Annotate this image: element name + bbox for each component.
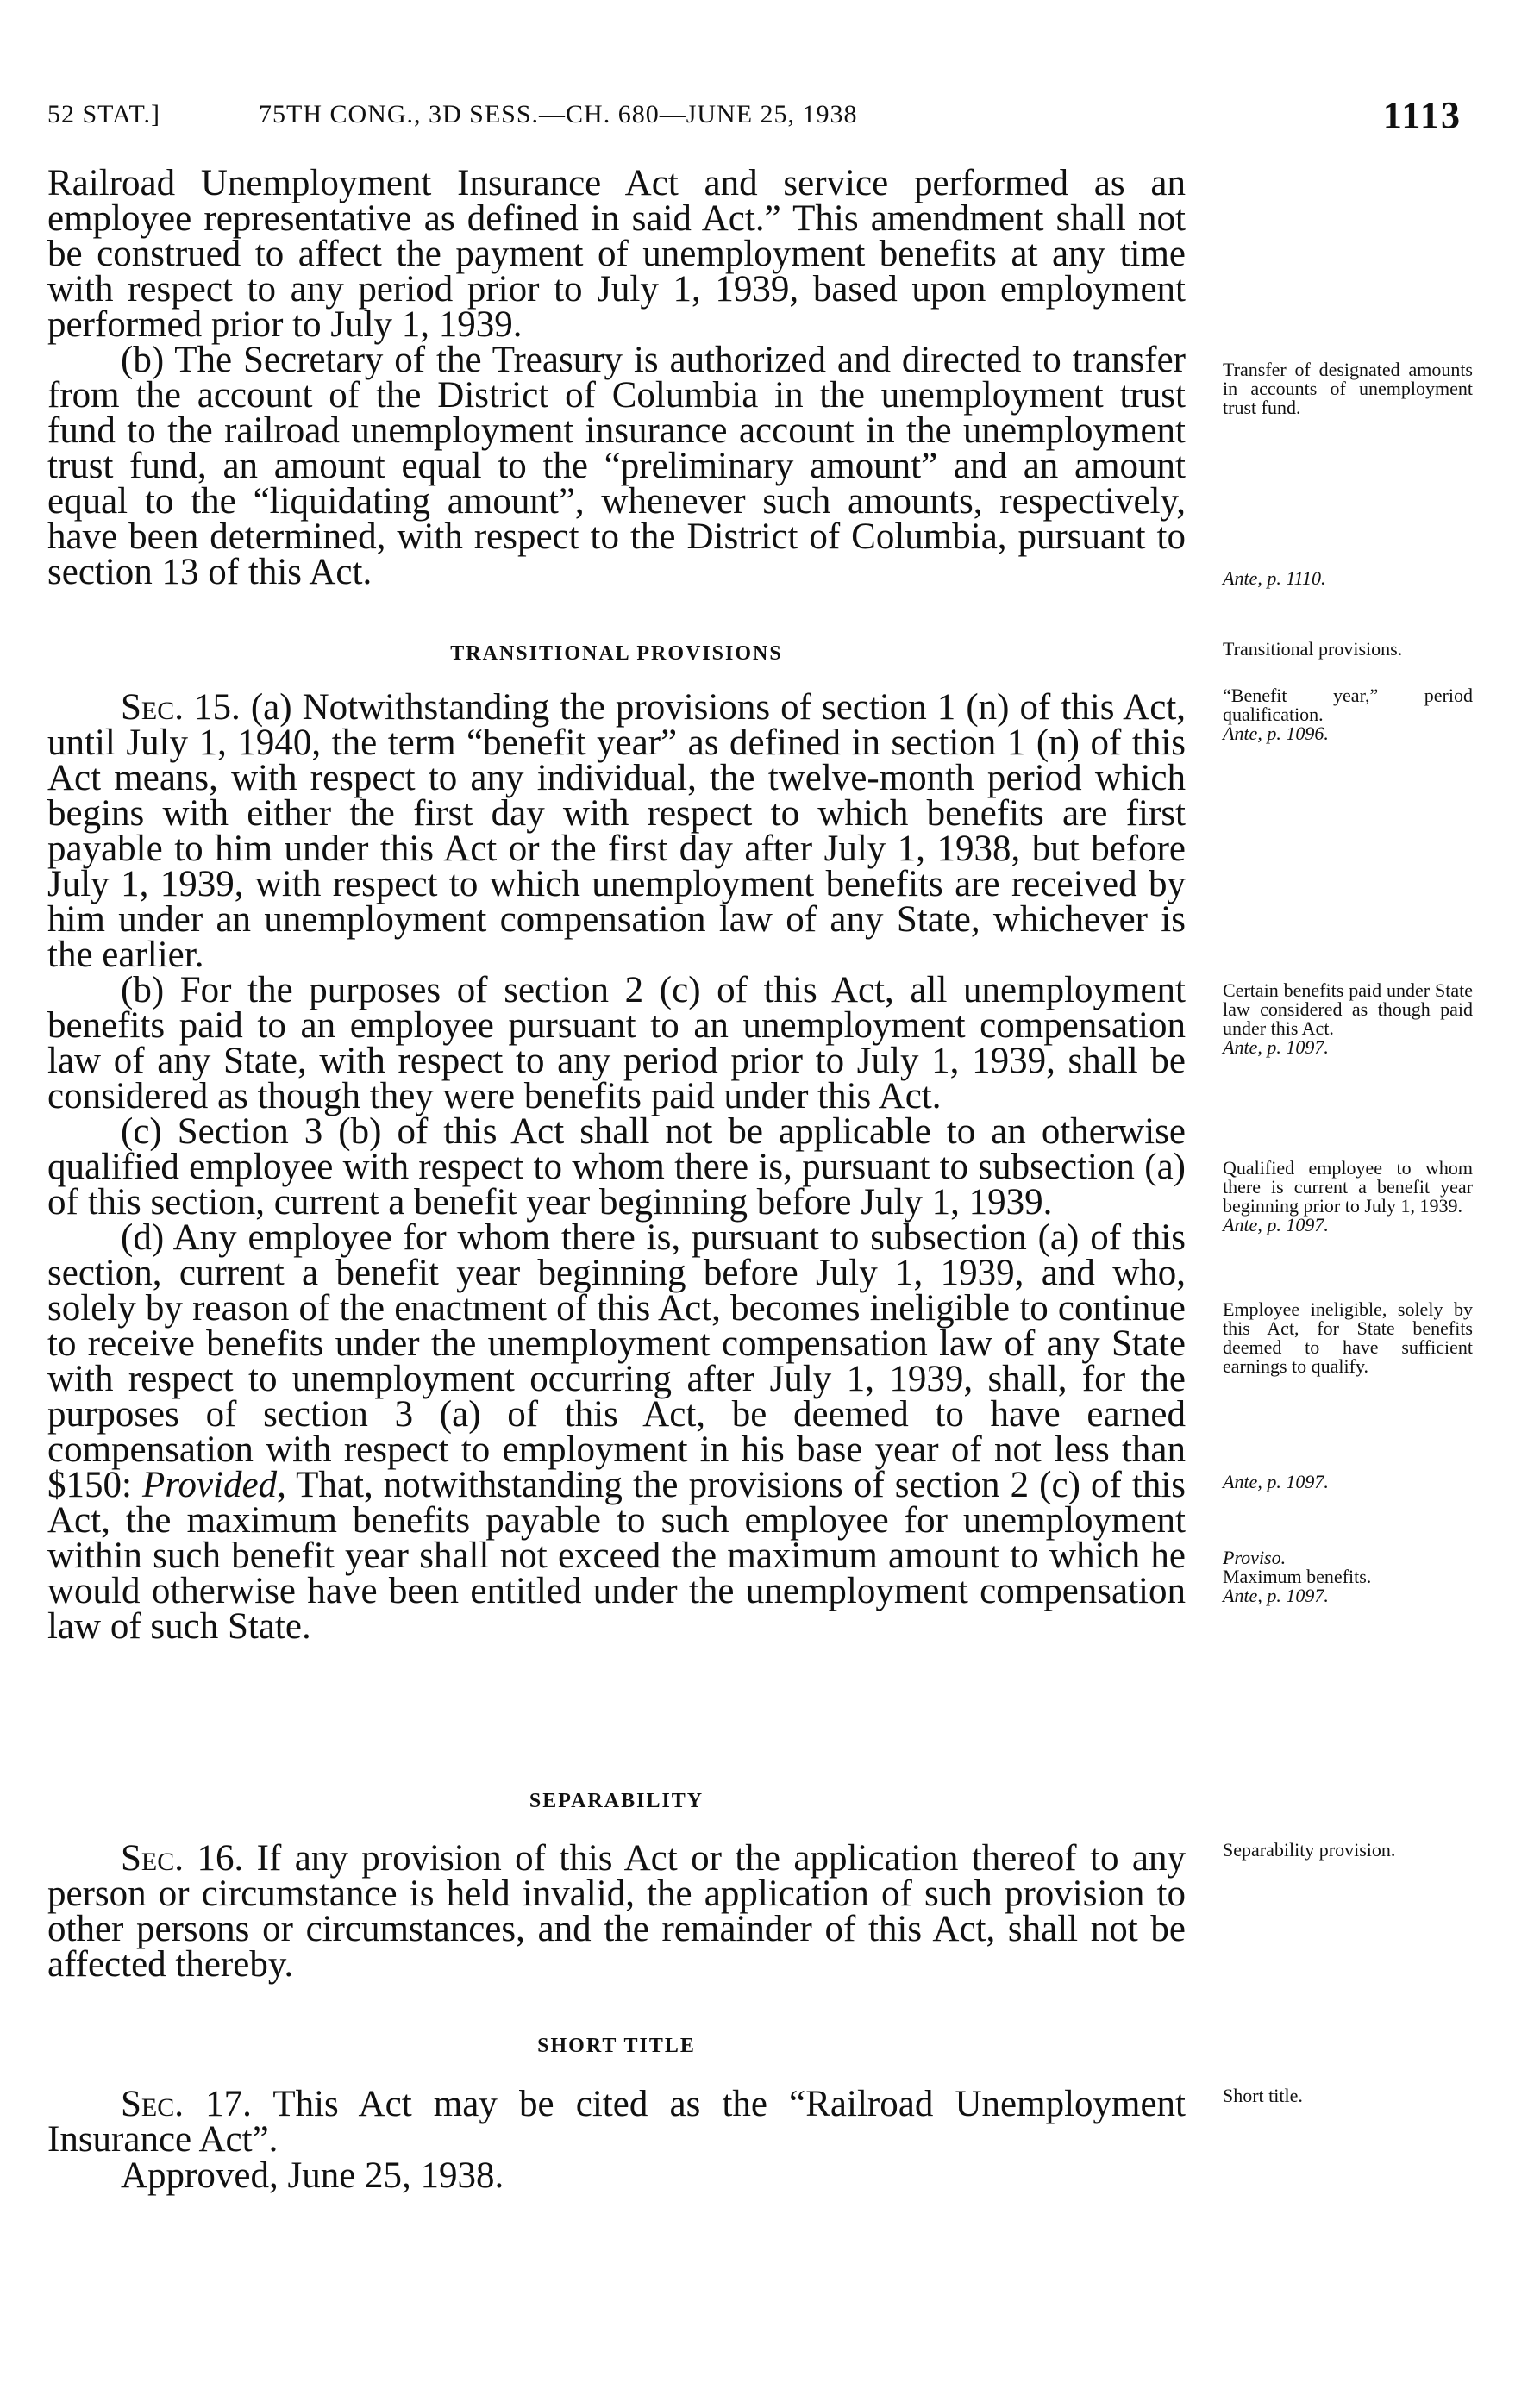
margin-note-short-title-text: Short title. (1223, 2085, 1303, 2106)
margin-note-maximum-benefits: Maximum benefits. (1223, 1566, 1372, 1587)
paragraph-17-text: This Act may be cited as the “Railroad Unemployment Insurance Act”. (47, 2084, 1186, 2160)
margin-note-certain-benefits-text: Certain benefits paid under State law considered as though paid under this Act. (1223, 979, 1473, 1039)
margin-note-proviso-label: Proviso. (1223, 1547, 1287, 1568)
citation-ante-1110: Ante, p. 1110. (1223, 567, 1326, 589)
margin-note-separability-text: Separability provision. (1223, 1839, 1396, 1861)
heading-short-title: SHORT TITLE (537, 2035, 696, 2057)
paragraph-15-d-part2: That, notwithstanding the provisions of section 2 (c) of this Act, the maximum benefits payable to such employee for unemployment within such benefit year shall not exceed the maximum amount to which he would otherwise have been entitled under the unemployment compensation law of such State. (47, 1465, 1187, 1647)
paragraph-16 (47, 1838, 1187, 1985)
citation-ante-1097-d: Ante, p. 1097. (1223, 1585, 1329, 1606)
margin-note-benefit-year (1223, 686, 1473, 743)
page-number: 1113 (1382, 94, 1462, 136)
paragraph-15-b: (b) For the purposes of section 2 (c) of this Act, all unemployment benefits paid to an employee pursuant to an unemployment compensation law of any State, with respect to any period prior to July 1, 1939, shall be considered as though they were benefits paid under this Act. (47, 970, 1186, 1116)
citation-ante-1096: Ante, p. 1096. (1223, 722, 1329, 744)
paragraph-15-d (47, 1217, 1187, 1647)
paragraph-15-a-text: (a) Notwithstanding the provisions of section 1 (n) of this Act, until July 1, 1940, the term “benefit year” as defined in section 1 (n) of this Act means, with respect to any individual, the twelve-month period which begins with either the first day with respect to which benefits are first payable to him under this Act or the first day after July 1, 1938, but before July 1, 1939, with respect to which unemployment benefits are received by him under an unemployment compensation law of any State, whichever is the earlier. (47, 687, 1187, 975)
margin-note-short-title (1223, 2086, 1473, 2105)
approval-date: Approved, June 25, 1938. (121, 2155, 504, 2196)
heading-transitional-provisions: TRANSITIONAL PROVISIONS (450, 642, 783, 665)
margin-note-certain-benefits (1223, 981, 1473, 1057)
paragraph-17 (47, 2084, 1186, 2160)
heading-separability: SEPARABILITY (529, 1790, 704, 1812)
congress-session-line: 75TH CONG., 3D SESS.—CH. 680—JUNE 25, 1938 (259, 100, 858, 128)
running-header (47, 93, 1462, 145)
proviso-word: Provided, (142, 1465, 286, 1505)
paragraph-14-b: (b) The Secretary of the Treasury is authorized and directed to transfer from the account of the District of Columbia in the unemployment trust fund to the railroad unemployment insurance account in the unemployment trust fund, an amount equal to the “preliminary amount” and an amount equal to the “liquidating amount”, whenever such amounts, respectively, have been determined, with respect to the District of Columbia, pursuant to section 13 of this Act. (47, 340, 1186, 592)
section-17-label: Sec. 17. (121, 2084, 252, 2124)
margin-note-separability (1223, 1841, 1473, 1860)
section-15-label: Sec. 15. (121, 687, 241, 728)
paragraph-15-a (47, 687, 1187, 975)
paragraph-16-text: If any provision of this Act or the application thereof to any person or circumstance is held invalid, the application of such provision to other persons or circumstances, and the remainder of this Act, shall not be affected thereby. (47, 1838, 1187, 1985)
margin-note-transfer-cite (1223, 569, 1473, 588)
margin-note-proviso (1223, 1548, 1473, 1605)
margin-note-transfer-text: Transfer of designated amounts in accounts of unemployment trust fund. (1223, 359, 1473, 418)
margin-note-ineligible-cite (1223, 1473, 1473, 1492)
paragraph-15-d-part1: (d) Any employee for whom there is, pursuant to subsection (a) of this section, current a benefit year beginning before July 1, 1939, and who, solely by reason of the enactment of this Act, becomes ineligible to continue to receive benefits under the unemployment compensation law of any State with respect to unemployment occurring after July 1, 1939, shall, for the purposes of section 3 (a) of this Act, be deemed to have earned compensation with respect to employment in his base year of not less than $150: (47, 1217, 1186, 1505)
section-16-text (47, 1838, 1187, 1985)
section-15-text (47, 687, 1187, 1647)
paragraph-15-c: (c) Section 3 (b) of this Act shall not be applicable to an otherwise qualified employee with respect to whom there is, pursuant to subsection (a) of this section, current a benefit year beginning before July 1, 1939. (47, 1111, 1186, 1223)
section-16-label: Sec. 16. (121, 1838, 244, 1879)
margin-note-benefit-year-text: “Benefit year,” period qualification. (1223, 685, 1473, 725)
margin-note-ineligible (1223, 1300, 1473, 1376)
citation-ante-1097-a: Ante, p. 1097. (1223, 1036, 1329, 1058)
margin-note-qualified-employee-text: Qualified employee to whom there is current a benefit year beginning prior to July 1, 1939. (1223, 1157, 1473, 1217)
section-17-text (47, 2086, 1186, 2195)
margin-note-transitional-text: Transitional provisions. (1223, 638, 1403, 660)
section-14-text (47, 163, 1186, 592)
citation-ante-1097-b: Ante, p. 1097. (1223, 1214, 1329, 1235)
citation-ante-1097-c: Ante, p. 1097. (1223, 1471, 1329, 1492)
margin-note-ineligible-text: Employee ineligible, solely by this Act, for State benefits deemed to have sufficient earnings to qualify. (1223, 1298, 1473, 1377)
continuation-paragraph: Railroad Unemployment Insurance Act and service performed as an employee representative as defined in said Act.” This amendment shall not be construed to affect the payment of unemployment benefits at any time with respect to any period prior to July 1, 1939, based upon employment performed prior to July 1, 1939. (47, 163, 1186, 345)
statute-volume: 52 STAT.] (47, 100, 161, 128)
margin-note-transitional (1223, 640, 1473, 659)
margin-note-transfer (1223, 360, 1473, 417)
margin-note-qualified-employee (1223, 1159, 1473, 1235)
